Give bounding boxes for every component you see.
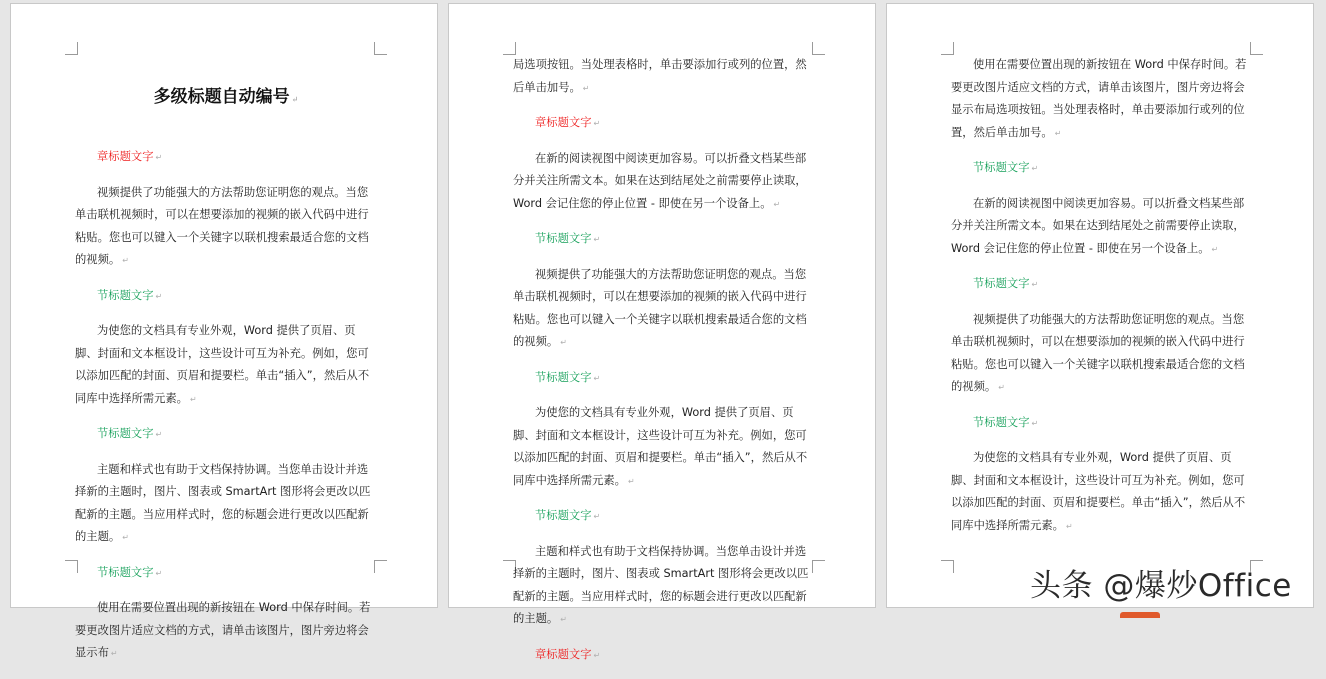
paragraph-mark-icon: ↵: [1211, 244, 1219, 254]
paragraph-mark-icon: ↵: [593, 512, 601, 521]
paragraph-mark-icon: ↵: [593, 650, 601, 660]
document-page-2[interactable]: [448, 3, 876, 661]
chapter-heading[interactable]: [75, 146, 377, 170]
body-paragraph-text: 为使您的文档具有专业外观，Word 提供了页眉、页脚、封面和文本框设计，这些设计可互为补充。例如，您可以添加匹配的封面、页眉和提要栏。单击“插入”，然后从不同库中选择所需元素。: [513, 406, 808, 487]
section-heading-text: 节标题文字: [535, 232, 592, 245]
paragraph-mark-icon: ↵: [189, 394, 197, 404]
body-paragraph[interactable]: [513, 264, 815, 355]
page-content[interactable]: [75, 54, 377, 678]
section-heading[interactable]: [513, 367, 815, 391]
section-heading-text: 节标题文字: [535, 509, 592, 522]
body-paragraph[interactable]: [75, 597, 377, 666]
section-heading-text: 节标题文字: [535, 370, 592, 384]
section-heading[interactable]: [951, 157, 1253, 181]
paragraph-mark-icon: ↵: [1031, 418, 1039, 428]
body-paragraph-text: 在新的阅读视图中阅读更加容易。可以折叠文档某些部分并关注所需文本。如果在达到结尾处之前需要停止读取，Word 会记住您的停止位置 - 即使在另一个设备上。: [951, 196, 1245, 255]
paragraph-mark-icon: ↵: [593, 373, 601, 383]
body-paragraph[interactable]: [951, 447, 1253, 538]
section-heading[interactable]: [513, 228, 815, 252]
section-heading[interactable]: [75, 423, 377, 447]
body-paragraph[interactable]: [75, 182, 377, 273]
body-paragraph-continued[interactable]: [513, 54, 815, 100]
paragraph-mark-icon: ↵: [1054, 128, 1062, 138]
chapter-heading-text: 章标题文字: [535, 647, 592, 661]
paragraph-mark-icon: ↵: [998, 383, 1005, 392]
paragraph-mark-icon: ↵: [1031, 164, 1039, 173]
body-paragraph[interactable]: [951, 54, 1253, 145]
margin-corner-mark: [941, 560, 954, 573]
chapter-heading[interactable]: [513, 644, 815, 668]
paragraph-mark-icon: ↵: [582, 83, 590, 93]
body-paragraph[interactable]: [513, 402, 815, 493]
section-heading-text: 节标题文字: [973, 277, 1030, 290]
body-paragraph-text: 主题和样式也有助于文档保持协调。当您单击设计并选择新的主题时，图片、图表或 SmartArt 图形将会更改以匹配新的主题。当应用样式时，您的标题会进行更改以匹配新的主题。: [513, 544, 809, 625]
document-title[interactable]: 多级标题自动编号 ↵: [153, 87, 299, 107]
section-heading[interactable]: [75, 285, 377, 309]
section-heading-text: 节标题文字: [973, 415, 1030, 429]
paragraph-mark-icon: ↵: [593, 235, 601, 244]
body-paragraph[interactable]: [951, 193, 1253, 262]
paragraph-mark-icon: ↵: [155, 291, 163, 301]
body-paragraph-text: 视频提供了功能强大的方法帮助您证明您的观点。当您单击联机视频时，可以在想要添加的视频的嵌入代码中进行粘贴。您也可以键入一个关键字以联机搜索最适合您的文档的视频。: [75, 185, 369, 266]
paragraph-mark-icon: ↵: [773, 199, 781, 209]
paragraph-mark-icon: ↵: [155, 430, 163, 439]
paragraph-mark-icon: ↵: [155, 153, 163, 162]
paragraph-mark-icon: ↵: [593, 119, 601, 128]
body-paragraph-text: 使用在需要位置出现的新按钮在 Word 中保存时间。若要更改图片适应文档的方式，请单击该图片，图片旁边将会显示布局选项按钮。当处理表格时，单击要添加行或列的位置，然后单击加号。: [951, 58, 1247, 139]
body-paragraph-text: 主题和样式也有助于文档保持协调。当您单击设计并选择新的主题时，图片、图表或 SmartArt 图形将会更改以匹配新的主题。当应用样式时，您的标题会进行更改以匹配新的主题。: [75, 462, 371, 543]
page-content[interactable]: [513, 54, 815, 679]
section-heading[interactable]: [75, 562, 377, 586]
paragraph-mark-icon: ↵: [155, 568, 163, 578]
paragraph-mark-icon: ↵: [1031, 280, 1039, 289]
body-paragraph-text: 视频提供了功能强大的方法帮助您证明您的观点。当您单击联机视频时，可以在想要添加的视频的嵌入代码中进行粘贴。您也可以键入一个关键字以联机搜索最适合您的文档的视频。: [951, 312, 1245, 393]
chapter-heading-text: 章标题文字: [535, 116, 592, 129]
paragraph-mark-icon: ↵: [122, 533, 129, 542]
section-heading[interactable]: [951, 273, 1253, 297]
page-content[interactable]: [951, 54, 1253, 550]
decorative-edge: [1120, 612, 1160, 618]
section-heading-text: 节标题文字: [97, 427, 154, 440]
paragraph-mark-icon: ↵: [1065, 521, 1073, 531]
paragraph-mark-icon: ↵: [560, 338, 567, 347]
paragraph-mark-icon: ↵: [122, 256, 129, 265]
body-paragraph[interactable]: [75, 459, 377, 550]
chapter-heading-text: 章标题文字: [97, 150, 154, 163]
watermark-logo: 头条 @爆炒Office: [1030, 568, 1292, 604]
body-paragraph[interactable]: [513, 541, 815, 632]
body-paragraph[interactable]: [951, 309, 1253, 400]
section-heading[interactable]: [513, 505, 815, 529]
paragraph-mark-icon: ↵: [627, 476, 635, 486]
body-paragraph[interactable]: [513, 148, 815, 217]
section-heading-text: 节标题文字: [97, 565, 154, 579]
document-page-1[interactable]: [10, 3, 438, 659]
body-paragraph-text: 使用在需要位置出现的新按钮在 Word 中保存时间。若要更改图片适应文档的方式，请单击该图片，图片旁边将会显示布: [75, 601, 371, 659]
body-paragraph-text: 为使您的文档具有专业外观，Word 提供了页眉、页脚、封面和文本框设计，这些设计可互为补充。例如，您可以添加匹配的封面、页眉和提要栏。单击“插入”，然后从不同库中选择所需元素。: [951, 451, 1246, 532]
body-paragraph-text: 在新的阅读视图中阅读更加容易。可以折叠文档某些部分并关注所需文本。如果在达到结尾处之前需要停止读取，Word 会记住您的停止位置 - 即使在另一个设备上。: [513, 151, 807, 210]
section-heading[interactable]: [951, 412, 1253, 436]
body-paragraph-continued-text: 局选项按钮。当处理表格时，单击要添加行或列的位置，然后单击加号。: [513, 58, 807, 94]
document-page-3[interactable]: [886, 3, 1314, 608]
body-paragraph-text: 视频提供了功能强大的方法帮助您证明您的观点。当您单击联机视频时，可以在想要添加的视频的嵌入代码中进行粘贴。您也可以键入一个关键字以联机搜索最适合您的文档的视频。: [513, 267, 807, 348]
section-heading-text: 节标题文字: [973, 161, 1030, 174]
section-heading-text: 节标题文字: [97, 288, 154, 302]
body-paragraph-text: 为使您的文档具有专业外观，Word 提供了页眉、页脚、封面和文本框设计，这些设计可互为补充。例如，您可以添加匹配的封面、页眉和提要栏。单击“插入”，然后从不同库中选择所需元素。: [75, 324, 370, 405]
paragraph-mark-icon: ↵: [560, 615, 567, 624]
paragraph-mark-icon: ↵: [110, 649, 118, 658]
chapter-heading[interactable]: [513, 112, 815, 136]
body-paragraph[interactable]: [75, 320, 377, 411]
